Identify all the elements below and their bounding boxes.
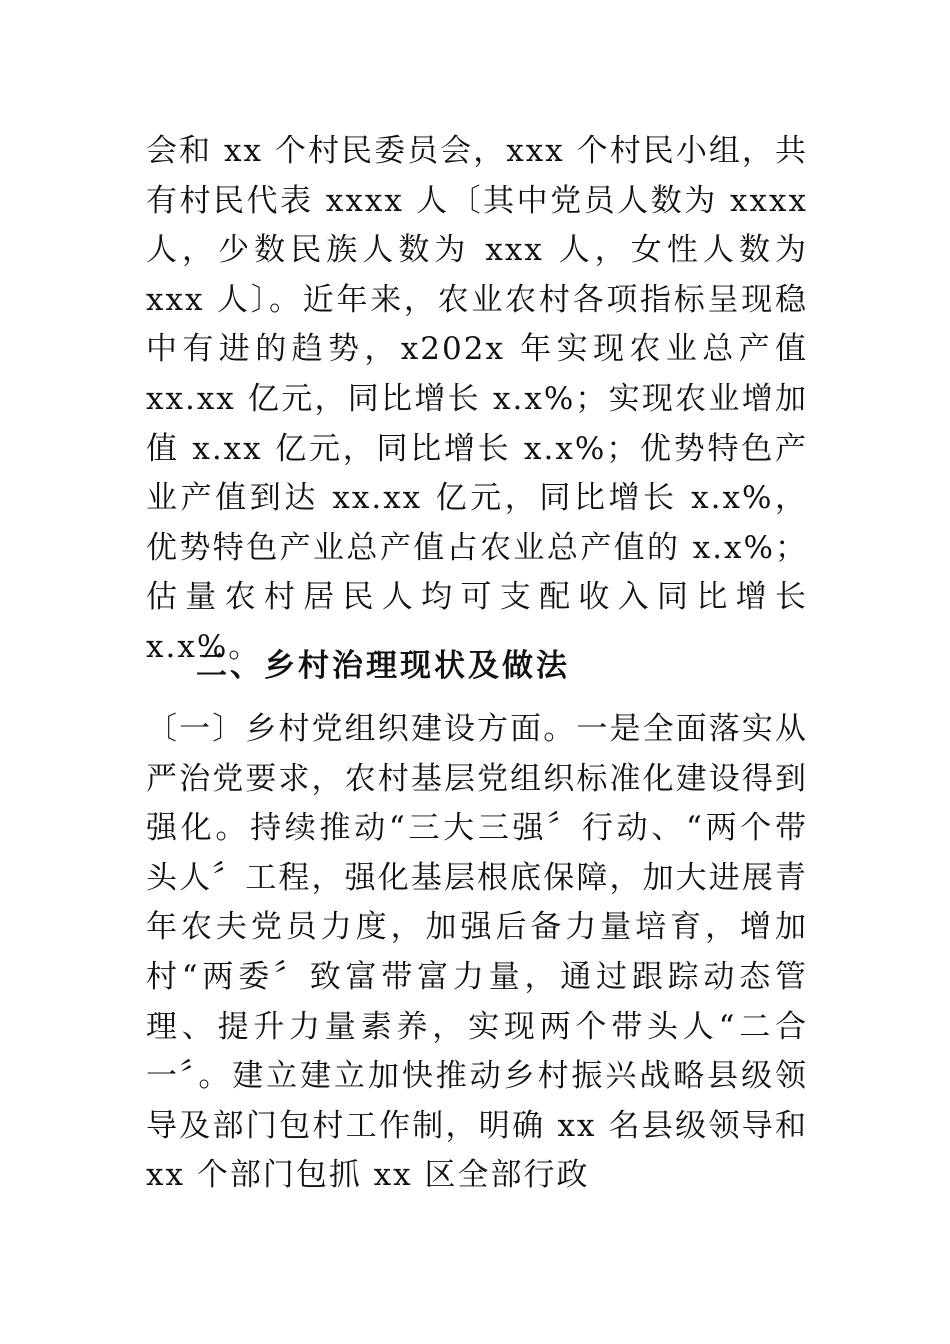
body-paragraph-1: 会和 xx 个村民委员会，xxx 个村民小组，共有村民代表 xxxx 人〔其中党员人数为 xxxx 人，少数民族人数为 xxx 人，女性人数为 xxx 人〕。近年来，农业农村各项指标呈现稳中有进的趋势，x202x 年实现农业总产值 xx.xx 亿元，同比增长 x.x%；实现农业增加值 x.xx 亿元，同比增长 x.x%；优势特色产业产值到达 xx.xx 亿元，同比增长 x.x%，优势特色产业总产值占农业总产值的 x.x%；估量农村居民人均可支配收入同比增长 x.x%。 <box>146 133 808 665</box>
section-heading: 二、乡村治理现状及做法 <box>196 648 570 684</box>
body-paragraph-2: 〔一〕乡村党组织建设方面。一是全面落实从严治党要求，农村基层党组织标准化建设得到强化。持续推动“三大三强〞行动、“两个带头人〞工程，强化基层根底保障，加大进展青年农夫党员力度，加强后备力量培育，增加村“两委〞致富带富力量，通过跟踪动态管理、提升力量素养，实现两个带头人“二合一〞。建立建立加快推动乡村振兴战略县级领导及部门包村工作制，明确 xx 名县级领导和 xx 个部门包抓 xx 区全部行政 <box>146 711 808 1194</box>
